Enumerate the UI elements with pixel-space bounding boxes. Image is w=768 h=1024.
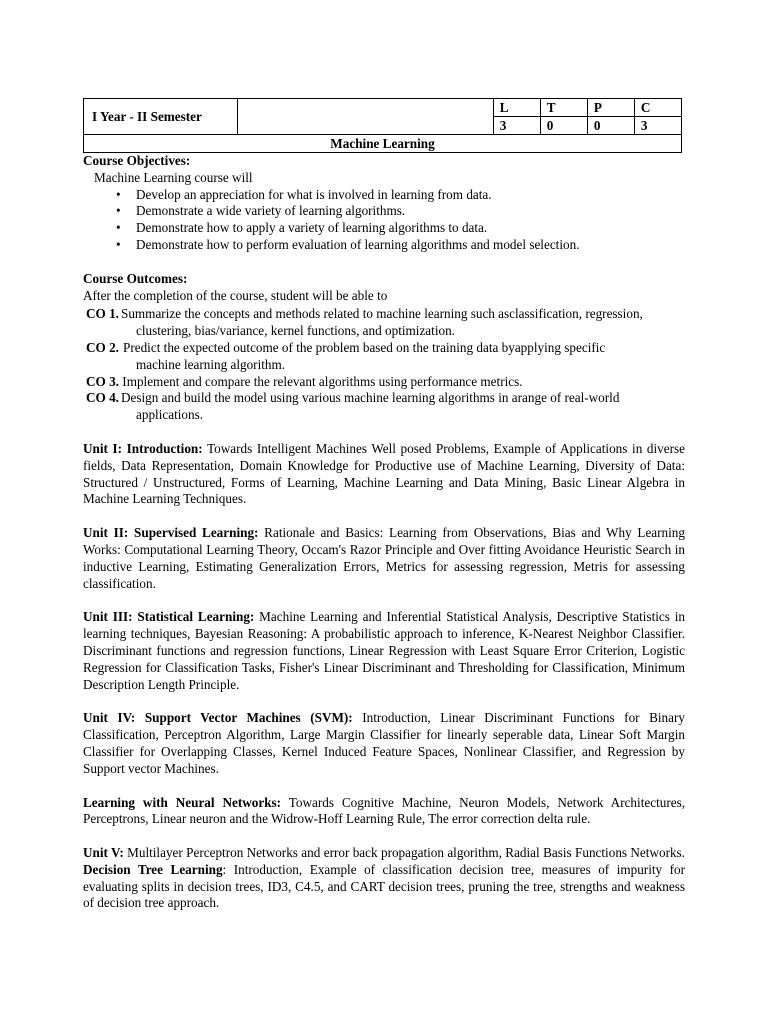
unit-paragraph (83, 609, 685, 693)
course-header-table (83, 98, 682, 153)
bullet-icon: • (116, 203, 121, 219)
outcome-text-cont: clustering, bias/variance, kernel functions, and optimization. (136, 323, 455, 339)
outcomes-heading: Course Outcomes: (83, 270, 188, 286)
ltpc-value-p: 0 (587, 117, 634, 135)
objectives-list (83, 187, 685, 254)
outcomes-intro: After the completion of the course, student will be able to (83, 287, 388, 303)
ltpc-label-p: P (587, 99, 634, 117)
outcome-tag: CO 4. (86, 390, 119, 406)
unit-text: : Introduction, Example of classification decision tree, measures of impurity for evaluating splits in decision trees, ID3, C4.5, and CART decision trees, pruning the tree, strengths and weakness of decision tree approach. (83, 861, 685, 911)
unit-title: Unit III: Statistical Learning: (83, 609, 255, 625)
unit-title: Unit I: Introduction: (83, 440, 203, 456)
spacer (83, 828, 685, 845)
unit-paragraph (83, 795, 685, 829)
objectives-intro: Machine Learning course will (94, 169, 253, 185)
outcome-tag: CO 1. (86, 306, 119, 322)
objective-text: Develop an appreciation for what is involved in learning from data. (136, 186, 492, 202)
unit-title: Unit IV: Support Vector Machines (SVM): (83, 710, 353, 726)
blank-cell (237, 99, 493, 135)
spacer (83, 778, 685, 795)
outcome-tag: CO 2. (86, 339, 119, 355)
unit-text: Introduction, Linear Discriminant Functions for Binary Classification, Perceptron Algorithm, Large Margin Classifier for linearly seperable data, Linear Soft Margin Classifier for Overlapping Classes, Kernel Induced Feature Spaces, Nonlinear Classifier, and Regression by Support vector Machines. (83, 710, 685, 776)
outcome-text-cont: machine learning algorithm. (136, 356, 286, 372)
ltpc-value-t: 0 (540, 117, 587, 135)
ltpc-label-t: T (540, 99, 587, 117)
spacer (83, 693, 685, 710)
bullet-icon: • (116, 186, 121, 202)
unit-subtitle: Decision Tree Learning (83, 861, 223, 877)
objective-item (116, 236, 685, 254)
unit-text: Multilayer Perceptron Networks and error back propagation algorithm, Radial Basis Functions Networks. (123, 845, 685, 861)
objective-text: Demonstrate a wide variety of learning algorithms. (136, 203, 406, 219)
unit-text: Towards Intelligent Machines Well posed Problems, Example of Applications in diverse fields, Data Representation, Domain Knowledge for Productive use of Machine Learning, Diversity of Data: Structured / Unstructured, Forms of Learning, Machine Learning and Data Mining, Basic Linear Algebra in Machine Learning Techniques. (83, 440, 685, 507)
spacer (83, 592, 685, 609)
outcome-tag: CO 3. (86, 373, 119, 389)
spacer (83, 254, 685, 271)
ltpc-value-l: 3 (493, 117, 540, 135)
unit-title: Unit II: Supervised Learning: (83, 525, 259, 541)
bullet-icon: • (116, 220, 121, 236)
unit-paragraph (83, 525, 685, 592)
outcome-text: Predict the expected outcome of the problem based on the training data byapplying specific (123, 339, 606, 355)
spacer (83, 508, 685, 525)
objective-text: Demonstrate how to perform evaluation of learning algorithms and model selection. (136, 236, 580, 252)
year-semester-cell: I Year - II Semester (84, 99, 238, 135)
bullet-icon: • (116, 236, 121, 252)
outcome-item (83, 374, 685, 391)
unit-text: Towards Cognitive Machine, Neuron Models, Network Architectures, Perceptrons, Linear neuron and the Widrow-Hoff Learning Rule, The error correction delta rule. (83, 794, 685, 827)
objective-item (116, 186, 685, 204)
unit-text: Machine Learning and Inferential Statistical Analysis, Descriptive Statistics in learning techniques, Bayesian Reasoning: A probabilistic approach to inference, K-Nearest Neighbor Classifier. Discriminant functions and regression functions, Linear Regression with Least Square Error Criterion, Logistic Regression for Classification Tasks, Fisher's Linear Discriminant and Thresholding for Classification, Minimum Description Length Principle. (83, 609, 686, 692)
ltpc-label-c: C (634, 99, 681, 117)
unit-text: Rationale and Basics: Learning from Observations, Bias and Why Learning Works: Computational Learning Theory, Occam's Razor Principle and Over fitting Avoidance Heuristic Search in inductive Learning, Estimating Generalization Errors, Metrics for assessing regression, Metris for assessing classification. (83, 525, 685, 591)
outcome-item (83, 306, 685, 340)
outcome-item (83, 390, 685, 424)
syllabus-page (83, 98, 685, 912)
objectives-heading: Course Objectives: (83, 153, 191, 168)
ltpc-label-l: L (493, 99, 540, 117)
outcome-text: Implement and compare the relevant algorithms using performance metrics. (119, 373, 523, 389)
outcome-text: Summarize the concepts and methods related to machine learning such asclassification, regression, (121, 306, 643, 322)
objective-text: Demonstrate how to apply a variety of learning algorithms to data. (136, 220, 488, 236)
unit-title: Learning with Neural Networks: (83, 794, 282, 810)
objective-item (116, 203, 685, 220)
ltpc-value-c: 3 (634, 117, 681, 135)
unit-title: Unit V: (83, 845, 124, 861)
course-title: Machine Learning (84, 135, 682, 153)
unit-paragraph (83, 710, 685, 777)
objective-item (116, 220, 685, 237)
unit-paragraph (83, 441, 685, 508)
outcome-text: Design and build the model using various machine learning algorithms in arange of real-world (121, 390, 620, 406)
spacer (83, 424, 685, 441)
outcome-item (83, 340, 685, 374)
unit-paragraph (83, 845, 685, 912)
outcome-text-cont: applications. (136, 407, 204, 423)
